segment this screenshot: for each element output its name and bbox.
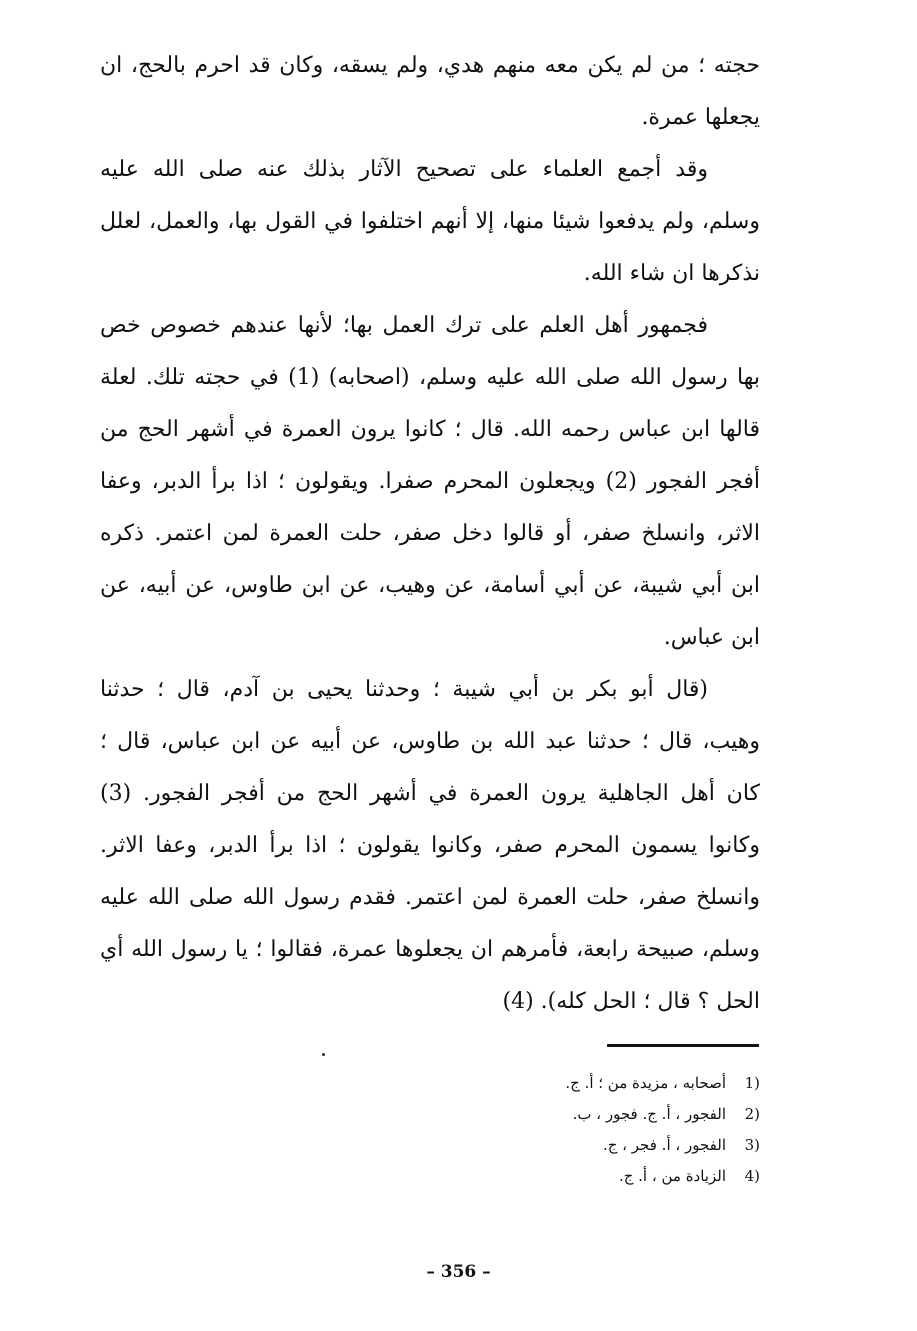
text-line: وكانوا يسمون المحرم صفر، وكانوا يقولون ؛ اذا برأ الدبر، وعفا الاثر. <box>100 833 760 858</box>
footnote-number: (3 <box>744 1136 760 1154</box>
text-line: يجعلها عمرة. <box>641 105 760 130</box>
text-line: الاثر، وانسلخ صفر، أو قالوا دخل صفر، حلت العمرة لمن اعتمر. ذكره <box>100 521 760 546</box>
footnote-number: (1 <box>744 1074 760 1092</box>
page-number: – 356 – <box>426 1262 491 1282</box>
footnotes <box>480 1068 760 1192</box>
text-line: نذكرها ان شاء الله. <box>583 261 760 286</box>
text-line: وسلم، صبيحة رابعة، فأمرهم ان يجعلوها عمرة، فقالوا ؛ يا رسول الله أي <box>100 937 760 962</box>
footnote-text: الزيادة من ، أ. ج. <box>618 1167 726 1185</box>
text-line: وقد أجمع العلماء على تصحيح الآثار بذلك عنه صلى الله عليه <box>100 157 708 182</box>
scan-speck <box>322 1053 325 1056</box>
main-text <box>100 40 760 1028</box>
footnote-number: (4 <box>744 1167 760 1185</box>
text-line: وسلم، ولم يدفعوا شيئا منها، إلا أنهم اختلفوا في القول بها، والعمل، لعلل <box>100 209 760 234</box>
text-line: الحل ؟ قال ؛ الحل كله). (4) <box>502 989 760 1014</box>
footnote-number: (2 <box>744 1105 760 1123</box>
text-line: ابن أبي شيبة، عن أبي أسامة، عن وهيب، عن ابن طاوس، عن أبيه، عن <box>100 573 760 598</box>
footnote-text: الفجور ، أ. فجر ، ج. <box>602 1136 726 1154</box>
text-line: بها رسول الله صلى الله عليه وسلم، (اصحابه) (1) في حجته تلك. لعلة <box>100 365 760 390</box>
footnote-text: أصحابه ، مزيدة من ؛ أ. ج. <box>565 1074 726 1092</box>
text-line: فجمهور أهل العلم على ترك العمل بها؛ لأنها عندهم خصوص خص <box>100 313 708 338</box>
footnote <box>480 1130 760 1161</box>
text-line: كان أهل الجاهلية يرون العمرة في أشهر الحج من أفجر الفجور. (3) <box>100 781 760 806</box>
text-line: ابن عباس. <box>663 625 760 650</box>
footnote <box>480 1068 760 1099</box>
text-line: حجته ؛ من لم يكن معه منهم هدي، ولم يسقه، وكان قد احرم بالحج، ان <box>100 53 760 78</box>
footnote-divider <box>607 1044 759 1047</box>
footnote <box>480 1099 760 1130</box>
text-line: أفجر الفجور (2) ويجعلون المحرم صفرا. ويقولون ؛ اذا برأ الدبر، وعفا <box>100 469 760 494</box>
text-line: (قال أبو بكر بن أبي شيبة ؛ وحدثنا يحيى بن آدم، قال ؛ حدثنا <box>100 677 708 702</box>
text-line: وانسلخ صفر، حلت العمرة لمن اعتمر. فقدم رسول الله صلى الله عليه <box>100 885 760 910</box>
footnote-text: الفجور ، أ. ج. فجور ، ب. <box>572 1105 726 1123</box>
text-line: قالها ابن عباس رحمه الله. قال ؛ كانوا يرون العمرة في أشهر الحج من <box>100 417 760 442</box>
text-line: وهيب، قال ؛ حدثنا عبد الله بن طاوس، عن أبيه عن ابن عباس، قال ؛ <box>100 729 760 754</box>
footnote <box>480 1161 760 1192</box>
